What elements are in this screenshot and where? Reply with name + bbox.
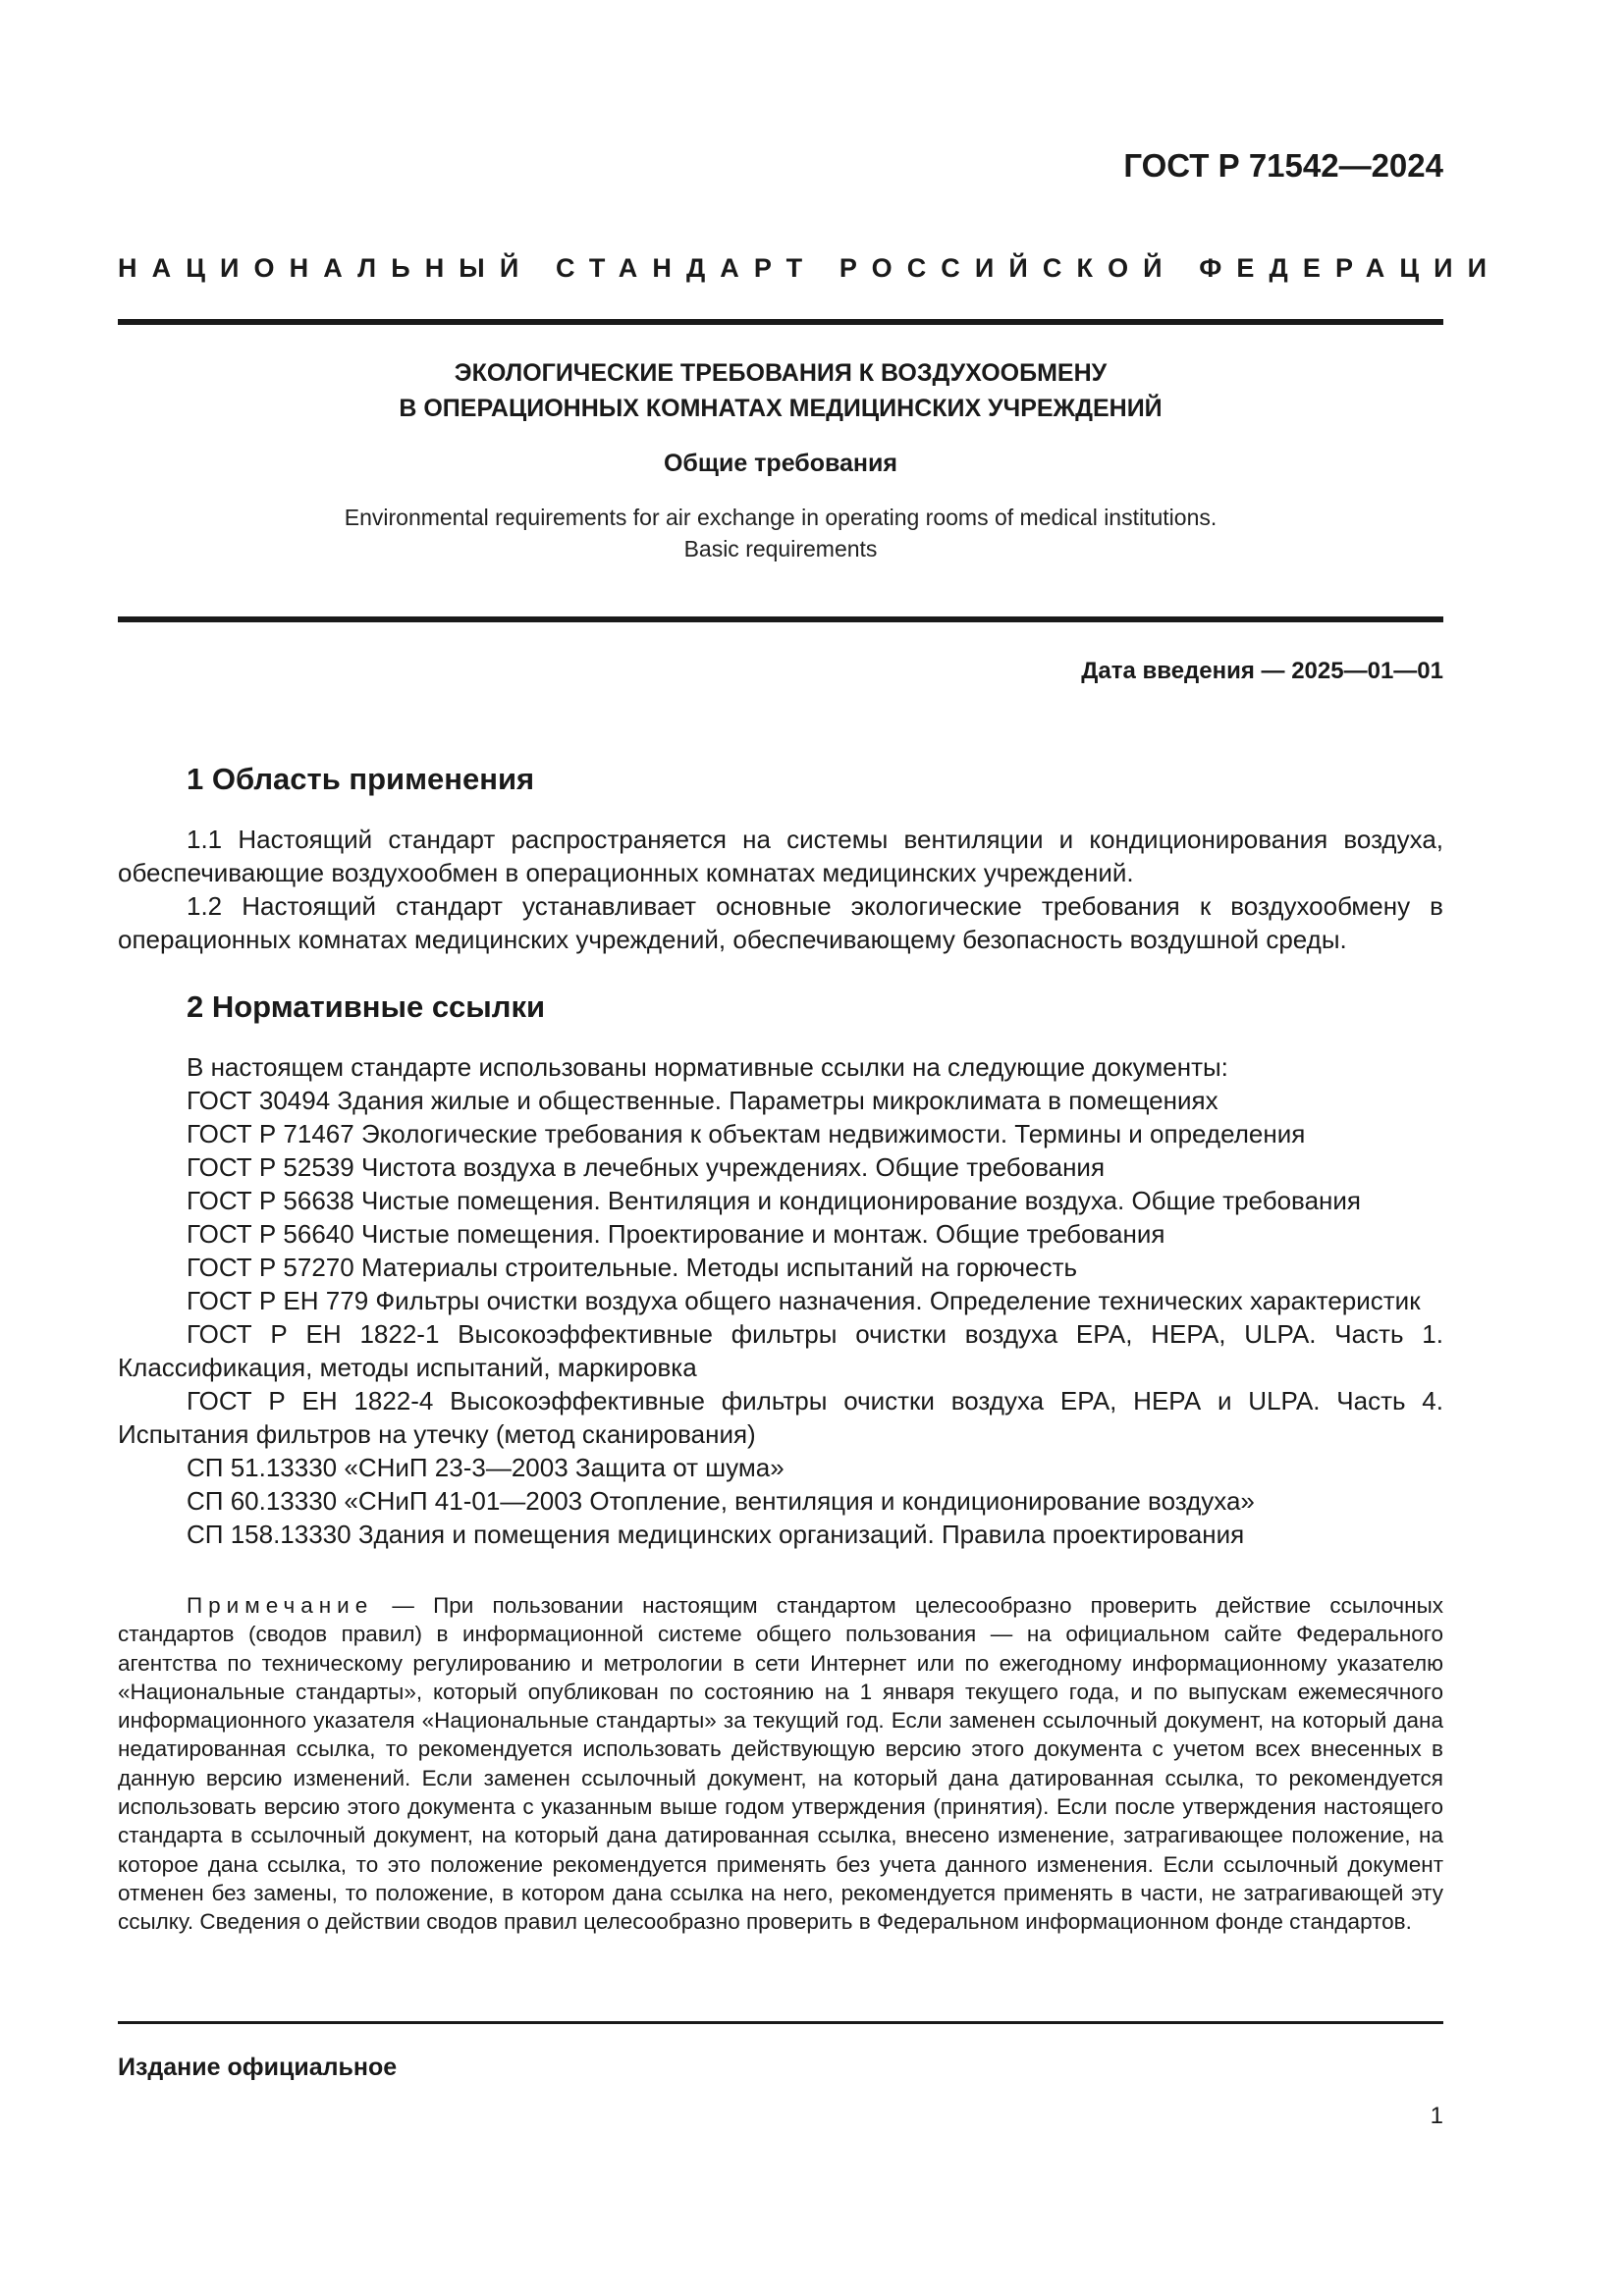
national-standard-title: НАЦИОНАЛЬНЫЙ СТАНДАРТ РОССИЙСКОЙ ФЕДЕРАЦИИ — [118, 253, 1502, 283]
note-label: Примечание — [187, 1593, 374, 1618]
english-title-line-1: Environmental requirements for air exchange in operating rooms of medical institutions. — [344, 505, 1218, 530]
reference-item: ГОСТ Р 52539 Чистота воздуха в лечебных учреждениях. Общие требования — [187, 1152, 1106, 1182]
divider-bottom — [118, 2021, 1443, 2024]
section-1-body — [118, 823, 1443, 956]
reference-item: ГОСТ Р 56638 Чистые помещения. Вентиляция и кондиционирование воздуха. Общие требования — [187, 1186, 1361, 1215]
divider-middle — [118, 616, 1443, 622]
page-number: 1 — [1430, 2103, 1443, 2129]
reference-item: ГОСТ Р 56640 Чистые помещения. Проектирование и монтаж. Общие требования — [187, 1219, 1165, 1249]
doc-number: ГОСТ Р 71542—2024 — [1123, 147, 1443, 184]
document-page — [118, 0, 1502, 2296]
english-title-line-2: Basic requirements — [683, 536, 878, 561]
reference-item: ГОСТ Р ЕН 779 Фильтры очистки воздуха общего назначения. Определение технических характеристик — [187, 1286, 1421, 1315]
title-line-2: В ОПЕРАЦИОННЫХ КОМНАТАХ МЕДИЦИНСКИХ УЧРЕЖДЕНИЙ — [399, 395, 1163, 422]
reference-item: ГОСТ Р 71467 Экологические требования к объектам недвижимости. Термины и определения — [187, 1119, 1306, 1148]
note-block — [118, 1591, 1443, 1937]
reference-item: СП 60.13330 «СНиП 41-01—2003 Отопление, вентиляция и кондиционирование воздуха» — [187, 1486, 1255, 1516]
subtitle: Общие требования — [663, 450, 897, 477]
references-intro: В настоящем стандарте использованы нормативные ссылки на следующие документы: — [187, 1052, 1228, 1082]
note-text: — При пользовании настоящим стандартом целесообразно проверить действие ссылочных стандартов (сводов правил) в информационной системе общего пользования — на официальном сайте Федерального агентства по техническому регулированию и метрологии в сети Интернет или по ежегодному информационному указателю «Национальные стандарты», который опубликован по состоянию на 1 января текущего года, и по выпускам ежемесячного информационного указателя «Национальные стандарты» за текущий год. Если заменен ссылочный документ, на который дана недатированная ссылка, то рекомендуется использовать действующую версию этого документа с учетом всех внесенных в данную версию изменений. Если заменен ссылочный документ, на который дана датированная ссылка, то рекомендуется использовать версию этого документа с указанным выше годом утверждения (принятия). Если после утверждения настоящего стандарта в ссылочный документ, на который дана датированная ссылка, внесено изменение, затрагивающее положение, на которое дана ссылка, то это положение рекомендуется применять без учета данного изменения. Если ссылочный документ отменен без замены, то положение, в котором дана ссылка на него, рекомендуется применять в части, не затрагивающей эту ссылку. Сведения о действии сводов правил целесообразно проверить в Федеральном информационном фонде стандартов. — [118, 1593, 1443, 1935]
reference-item: ГОСТ Р ЕН 1822-4 Высокоэффективные фильтры очистки воздуха ЕРА, НЕРА и ULPA. Часть 4. Испытания фильтров на утечку (метод сканирования) — [118, 1386, 1443, 1449]
reference-item: ГОСТ Р ЕН 1822-1 Высокоэффективные фильтры очистки воздуха ЕРА, НЕРА, ULPA. Часть 1. Классификация, методы испытаний, маркировка — [118, 1319, 1443, 1382]
section-1-heading: 1 Область применения — [187, 762, 535, 796]
divider-top — [118, 319, 1443, 325]
references-list — [118, 1050, 1443, 1551]
reference-item: ГОСТ 30494 Здания жилые и общественные. Параметры микроклимата в помещениях — [187, 1086, 1218, 1115]
reference-item: ГОСТ Р 57270 Материалы строительные. Методы испытаний на горючесть — [187, 1253, 1078, 1282]
introduction-date: Дата введения — 2025—01—01 — [1081, 658, 1443, 684]
edition-label: Издание официальное — [118, 2054, 398, 2081]
reference-item: СП 51.13330 «СНиП 23-3—2003 Защита от шума» — [187, 1453, 785, 1482]
title-block — [118, 355, 1443, 564]
reference-item: СП 158.13330 Здания и помещения медицинских организаций. Правила проектирования — [187, 1520, 1245, 1549]
paragraph-1-2: 1.2 Настоящий стандарт устанавливает основные экологические требования к воздухообмену в операционных комнатах медицинских учреждений, обеспечивающему безопасность воздушной среды. — [118, 891, 1443, 954]
section-2-heading: 2 Нормативные ссылки — [187, 989, 546, 1024]
title-line-1: ЭКОЛОГИЧЕСКИЕ ТРЕБОВАНИЯ К ВОЗДУХООБМЕНУ — [454, 359, 1108, 387]
paragraph-1-1: 1.1 Настоящий стандарт распространяется на системы вентиляции и кондиционирования воздуха, обеспечивающие воздухообмен в операционных комнатах медицинских учреждений. — [118, 825, 1443, 887]
